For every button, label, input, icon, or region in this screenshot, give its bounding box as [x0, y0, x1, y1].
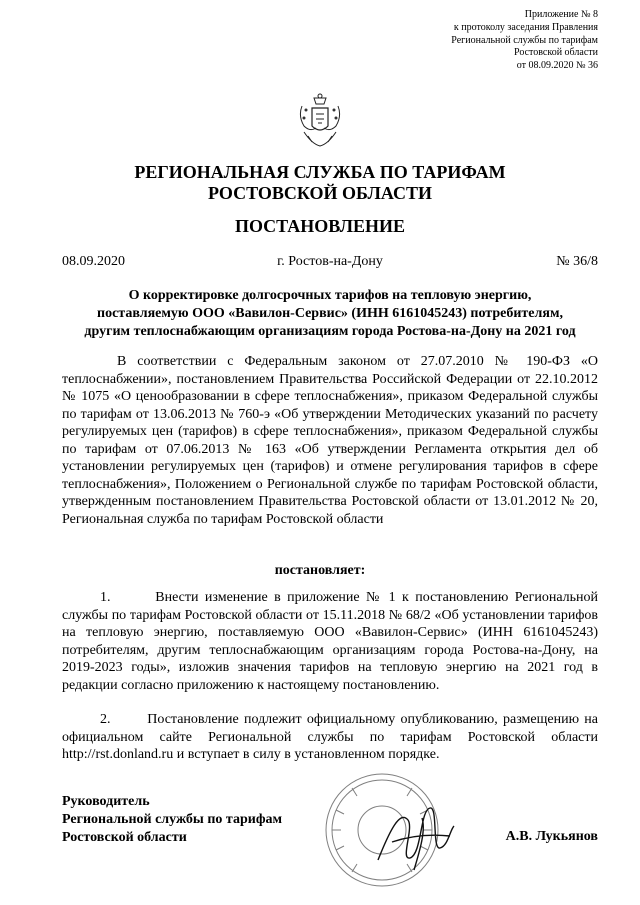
item-text: Постановление подлежит официальному опубликованию, размещению на официальном сайте Региональной службы по тарифам Ростовской области http://rst.donland.ru и вступает в силу в установленном порядке.	[62, 712, 598, 762]
title-line: О корректировке долгосрочных тарифов на тепловую энергию,	[128, 288, 532, 303]
title-line: поставляемую ООО «Вавилон-Сервис» (ИНН 6161045243) потребителям,	[97, 306, 563, 321]
document-city: г. Ростов-на-Дону	[277, 254, 383, 269]
item-number: 1.	[100, 590, 111, 605]
document-number: № 36/8	[556, 254, 598, 269]
signatory-position	[62, 793, 282, 847]
appendix-line: к протоколу заседания Правления	[453, 21, 598, 33]
item-paragraph	[62, 589, 598, 694]
signatory-position-line: Руководитель	[62, 794, 150, 809]
appendix-line: от 08.09.2020 № 36	[516, 60, 598, 72]
appendix-line: Региональной службы по тарифам	[451, 34, 598, 46]
preamble-paragraph: В соответствии с Федеральным законом от 27.07.2010 № 190-ФЗ «О теплоснабжении», постановлением Правительства Российской Федерации от 22.10.2012 № 1075 «О ценообразовании в сфере теплоснабжения», приказом Федеральной службы по тарифам от 13.06.2013 № 760-э «Об утверждении Методических указаний по расчету регулируемых цен (тарифов) в сфере теплоснабжения», приказом Федеральной службы по тарифам от 07.06.2013 № 163 «Об утверждении Регламента открытия дел об установлении регулируемых цен (тарифов) и отмене регулирования тарифов в сфере теплоснабжения», Положением о Региональной службе по тарифам Ростовской области, утвержденным постановлением Правительства Ростовской области от 13.01.2012 № 20, Региональная служба по тарифам Ростовской области	[62, 354, 598, 527]
handwritten-signature	[370, 790, 460, 880]
appendix-line: Ростовской области	[514, 47, 598, 59]
agency-name-line: РЕГИОНАЛЬНАЯ СЛУЖБА ПО ТАРИФАМ	[134, 162, 506, 182]
signatory-position-line: Региональной службы по тарифам	[62, 812, 283, 827]
signatory-name: А.В. Лукьянов	[505, 829, 598, 844]
document-type: ПОСТАНОВЛЕНИЕ	[234, 216, 406, 236]
appendix-line: Приложение № 8	[524, 9, 598, 20]
signatory-position-line: Ростовской области	[62, 830, 187, 845]
document-meta	[62, 254, 598, 272]
title-line: другим теплоснабжающим организациям города Ростова-на-Дону на 2021 год	[84, 324, 576, 339]
appendix-note	[378, 9, 598, 73]
item-paragraph	[62, 711, 598, 764]
item-number: 2.	[100, 712, 111, 727]
agency-name	[0, 162, 640, 204]
document-date: 08.09.2020	[62, 254, 125, 269]
resolves-heading: постановляет:	[274, 563, 366, 578]
document-title	[62, 287, 598, 341]
item-text: Внести изменение в приложение № 1 к постановлению Региональной службы по тарифам Ростовской области от 15.11.2018 № 68/2 «Об установлении тарифов на тепловую энергию, поставляемую ООО «Вавилон-Сервис» (ИНН 6161045243) потребителям, другим теплоснабжающим организациям города Ростова-на-Дону, на 2019-2023 годы», изложив значения тарифов на тепловую энергию на 2021 год в редакции согласно приложению к настоящему постановлению.	[62, 590, 599, 693]
coat-of-arms-icon	[296, 92, 344, 150]
agency-name-line: РОСТОВСКОЙ ОБЛАСТИ	[208, 183, 432, 203]
